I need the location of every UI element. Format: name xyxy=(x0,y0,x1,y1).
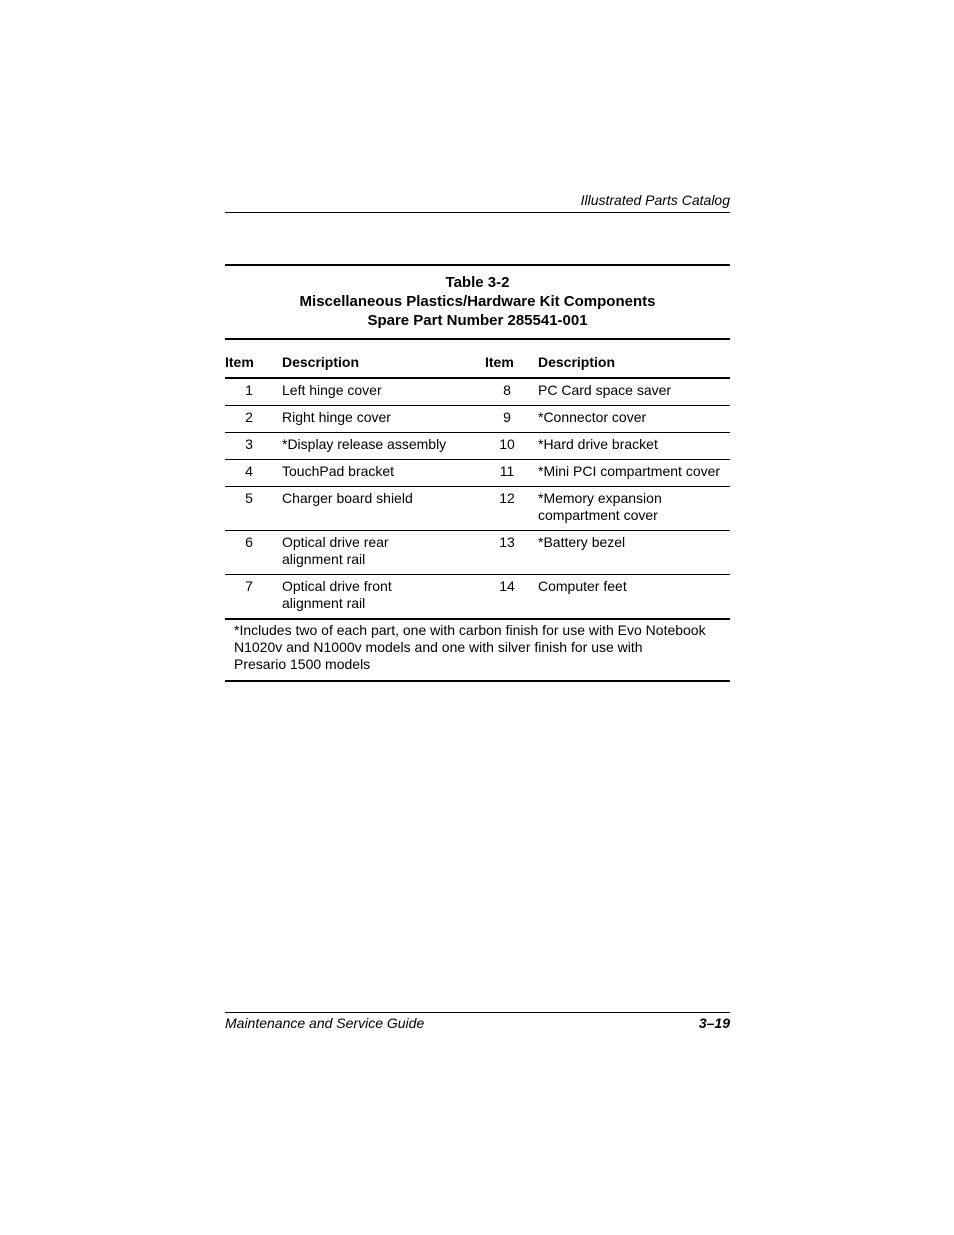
column-header-item: Item xyxy=(485,340,529,378)
table-title: Miscellaneous Plastics/Hardware Kit Components xyxy=(299,293,656,310)
table-subtitle: Spare Part Number 285541-001 xyxy=(367,312,588,329)
parts-table-block xyxy=(225,264,730,682)
item-description: *Display release assembly xyxy=(273,433,485,460)
item-number: 11 xyxy=(485,460,529,487)
table-number: Table 3-2 xyxy=(445,274,510,291)
item-number: 5 xyxy=(225,487,273,531)
item-description: *Mini PCI compartment cover xyxy=(529,460,730,487)
table-row xyxy=(225,433,730,460)
page-number: 3–19 xyxy=(698,1015,730,1031)
table-row xyxy=(225,531,730,575)
table-row xyxy=(225,460,730,487)
item-number: 9 xyxy=(485,406,529,433)
item-description: Left hinge cover xyxy=(273,378,485,406)
item-description: Optical drive front alignment rail xyxy=(273,575,485,620)
item-number: 10 xyxy=(485,433,529,460)
column-header-description: Description xyxy=(273,340,485,378)
table-row xyxy=(225,406,730,433)
section-title: Illustrated Parts Catalog xyxy=(580,192,730,208)
table-row xyxy=(225,487,730,531)
footnote-line: Presario 1500 models xyxy=(234,656,371,672)
item-number: 3 xyxy=(225,433,273,460)
column-header-description: Description xyxy=(529,340,730,378)
item-description: Computer feet xyxy=(529,575,730,620)
item-number: 13 xyxy=(485,531,529,575)
item-description: Charger board shield xyxy=(273,487,485,531)
item-description: *Connector cover xyxy=(529,406,730,433)
table-header-row xyxy=(225,340,730,378)
parts-table xyxy=(225,340,730,620)
item-number: 4 xyxy=(225,460,273,487)
item-description: *Memory expansion compartment cover xyxy=(529,487,730,531)
item-number: 2 xyxy=(225,406,273,433)
item-description: Optical drive rear alignment rail xyxy=(273,531,485,575)
running-header xyxy=(225,191,730,213)
item-number: 8 xyxy=(485,378,529,406)
running-footer xyxy=(225,1012,730,1032)
item-description: TouchPad bracket xyxy=(273,460,485,487)
table-row xyxy=(225,378,730,406)
item-number: 14 xyxy=(485,575,529,620)
guide-title: Maintenance and Service Guide xyxy=(225,1015,425,1031)
item-description: Right hinge cover xyxy=(273,406,485,433)
item-number: 6 xyxy=(225,531,273,575)
item-number: 1 xyxy=(225,378,273,406)
table-footnote xyxy=(225,620,730,682)
footnote-line: *Includes two of each part, one with carbon finish for use with Evo Notebook xyxy=(234,622,706,638)
item-description: *Hard drive bracket xyxy=(529,433,730,460)
item-description: PC Card space saver xyxy=(529,378,730,406)
item-number: 7 xyxy=(225,575,273,620)
item-description: *Battery bezel xyxy=(529,531,730,575)
footnote-line: N1020v and N1000v models and one with silver finish for use with xyxy=(234,639,643,655)
table-caption xyxy=(225,266,730,340)
item-number: 12 xyxy=(485,487,529,531)
table-row xyxy=(225,575,730,620)
column-header-item: Item xyxy=(225,340,273,378)
